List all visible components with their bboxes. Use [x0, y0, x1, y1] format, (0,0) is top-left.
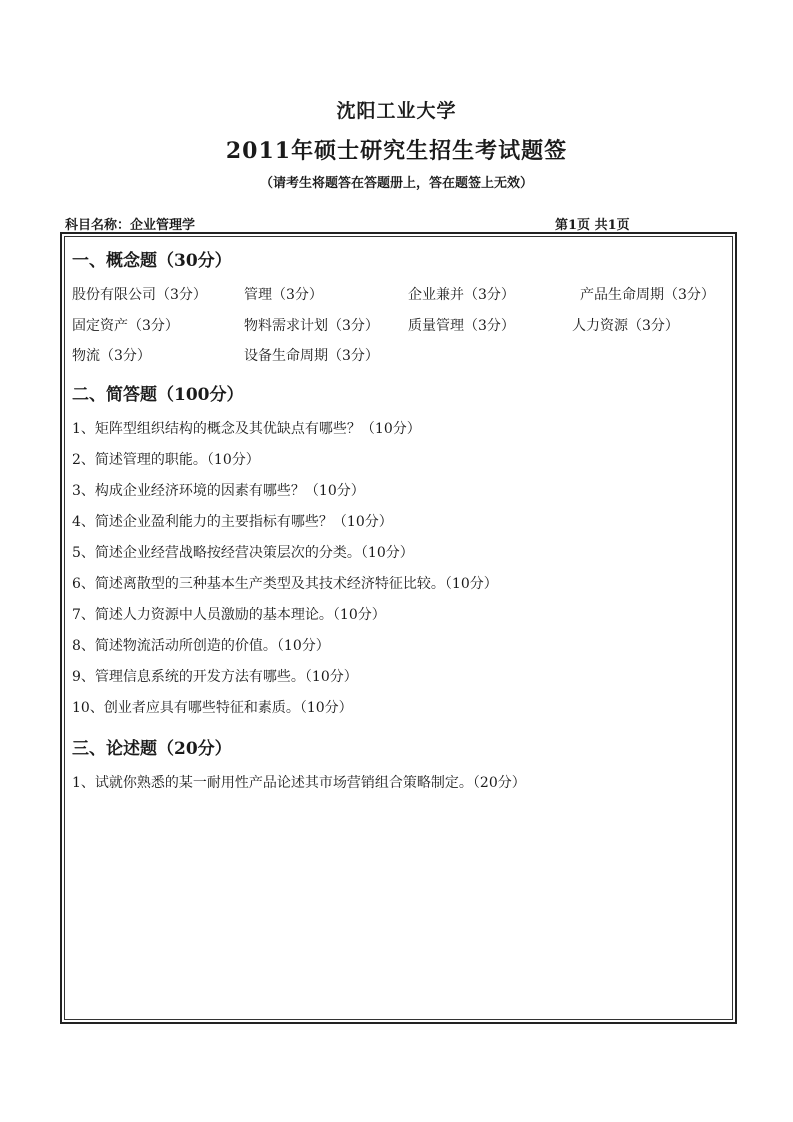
subject-name: 企业管理学 — [130, 218, 196, 233]
section3-heading: 三、论述题（20分） — [72, 739, 232, 759]
concept-item: 产品生命周期（3分） — [580, 287, 715, 303]
question-item: 7、简述人力资源中人员激励的基本理论。（10分） — [72, 607, 386, 623]
subject-line — [65, 214, 195, 233]
concept-item: 管理（3分） — [244, 287, 323, 303]
concept-item: 固定资产（3分） — [72, 318, 179, 334]
question-item: 8、简述物流活动所创造的价值。（10分） — [72, 638, 330, 654]
concept-item: 设备生命周期（3分） — [244, 348, 379, 364]
question-item: 1、矩阵型组织结构的概念及其优缺点有哪些？（10分） — [72, 421, 421, 437]
question-item: 4、简述企业盈利能力的主要指标有哪些？（10分） — [72, 514, 393, 530]
concept-item: 企业兼并（3分） — [408, 287, 515, 303]
question-item: 5、简述企业经营战略按经营决策层次的分类。（10分） — [72, 545, 414, 561]
concept-item: 人力资源（3分） — [572, 318, 679, 334]
concept-item: 物料需求计划（3分） — [244, 318, 379, 334]
question-item: 9、管理信息系统的开发方法有哪些。（10分） — [72, 669, 358, 685]
question-item: 6、简述离散型的三种基本生产类型及其技术经济特征比较。（10分） — [72, 576, 498, 592]
question-item: 3、构成企业经济环境的因素有哪些？（10分） — [72, 483, 365, 499]
concept-item: 物流（3分） — [72, 348, 151, 364]
question-item: 2、简述管理的职能。（10分） — [72, 452, 260, 468]
section1-heading: 一、概念题（30分） — [72, 251, 232, 271]
page-info: 第1页 共1页 — [555, 218, 630, 233]
essay-item: 1、试就你熟悉的某一耐用性产品论述其市场营销组合策略制定。（20分） — [72, 775, 526, 791]
section2-heading: 二、简答题（100分） — [72, 385, 244, 405]
exam-instruction: （请考生将题答在答题册上，答在题签上无效） — [259, 176, 533, 191]
concept-item: 股份有限公司（3分） — [72, 287, 207, 303]
university-name: 沈阳工业大学 — [336, 100, 457, 122]
answer-frame-inner — [64, 236, 733, 1020]
concept-item: 质量管理（3分） — [408, 318, 515, 334]
question-item: 10、创业者应具有哪些特征和素质。（10分） — [72, 700, 353, 716]
exam-title: 2011年硕士研究生招生考试题签 — [225, 138, 568, 164]
subject-label: 科目名称： — [65, 218, 131, 233]
